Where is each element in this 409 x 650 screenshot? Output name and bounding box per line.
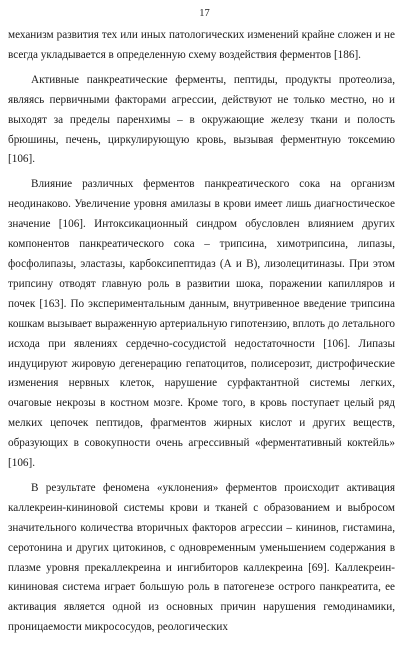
document-body [8,26,395,638]
page-number: 17 [199,8,210,19]
paragraph-kinin-system: В результате феномена «уклонения» ферментов происходит активация каллекреин-кининовой системы крови и тканей с образованием и выбросом значительного количества вторичных факторов агрессии – кининов, гистамина, серотонина и других цитокинов, с одновременным уменьшением содержания в плазме уровня прекаллекреина и ингибиторов каллекреина [69]. Каллекреин-кининовая система играет большую роль в патогенезе острого панкреатита, ее активация является одной из основных причин нарушения гемодинамики, проницаемости микрососудов, реологических [8,481,395,634]
paragraph-continuation: механизм развития тех или иных патологических изменений крайне сложен и не всегда укладывается в определенную схему воздействия ферментов [186]. [8,29,395,61]
paragraph-enzyme-effects: Влияние различных ферментов панкреатического сока на организм неодинаково. Увеличение уровня амилазы в крови имеет лишь диагностическое значение [106]. Интоксикационный синдром обусловлен влиянием других компонентов панкреатического сока – трипсина, химотрипсина, липазы, фосфолипазы, эластазы, карбоксипептидаз (А и В), лизолецитиназы. При этом трипсину отводят главную роль в развитии шока, поражении капилляров и почек [163]. По экспериментальным данным, внутривенное введение трипсина кошкам вызывает выраженную артериальную гипотензию, вплоть до летального исхода при явлениях сердечно-сосудистой недостаточности [106]. Липазы индуцируют жировую дегенерацию гепатоцитов, полисерозит, дистрофические изменения нервных клеток, нарушение сурфактантной системы легких, очаговые некрозы в костном мозге. Кроме того, в кровь поступает целый ряд мелких цепочек пептидов, фрагментов жирных кислот и других веществ, образующих в совокупности очень агрессивный «ферментативный коктейль» [106]. [8,178,395,470]
paragraph-enzyme-toxemia: Активные панкреатические ферменты, пептиды, продукты протеолиза, являясь первичными факторами агрессии, действуют не только местно, но и выходят за пределы паренхимы – в окружающие железу ткани и полость брюшины, печень, циркулирующую кровь, вызывая ферментную токсемию [106]. [8,73,395,166]
